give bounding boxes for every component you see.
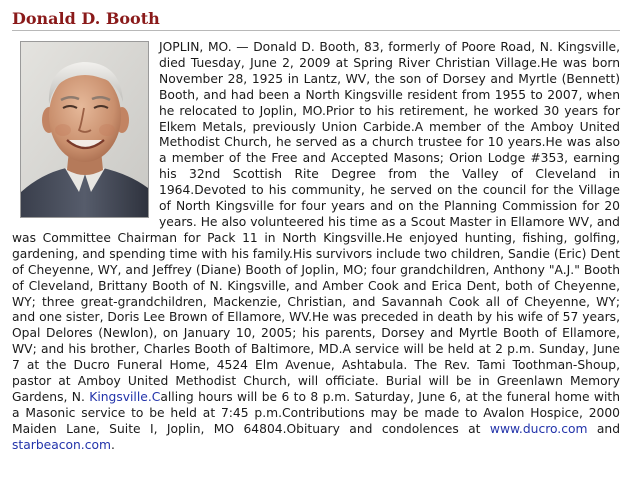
kingsville-link[interactable]: Kingsville.C [89, 389, 161, 404]
ducro-link[interactable]: www.ducro.com [489, 421, 588, 436]
starbeacon-link[interactable]: starbeacon.com [12, 437, 111, 452]
conjunction-text: and [587, 421, 620, 436]
obituary-text-continued: alling hours will be 6 to 8 p.m. Saturday, June 6, at the funeral home with a Masonic service to be held at 7:45 p.m.Contributions may be made to Avalon Hospice, 2000 Maiden Lane, Suite I, Joplin, MO 64804.Obituary and condolences at [12, 389, 620, 436]
portrait-photo [20, 41, 149, 218]
obituary-content [12, 40, 620, 454]
obituary-text: JOPLIN, MO. — Donald D. Booth, 83, formerly of Poore Road, N. Kingsville, died Tuesday, June 2, 2009 at Spring River Christian Village.He was born November 28, 1925 in Lantz, WV, the son of Dorsey and Myrtle (Bennett) Booth, and had been a North Kingsville resident from 1955 to 2007, when he relocated to Joplin, MO.Prior to his retirement, he worked 30 years for Elkem Metals, previously Union Carbide.A member of the Amboy United Methodist Church, he served as a church trustee for 10 years.He was also a member of the Free and Accepted Masons; Orion Lodge #353, earning his 32nd Scottish Rite Degree from the Valley of Cleveland in 1964.Devoted to his community, he served on the council for the Village of North Kingsville for four years and on the Planning Commission for 20 years. He also volunteered his time as a Scout Master in Ellamore WV, and was Committee Chairman for Pack 11 in North Kingsville.He enjoyed hunting, fishing, golfing, gardening, and spending time with his family.His survivors include two children, Sandie (Eric) Dent of Cheyenne, WY, and Jeffrey (Diane) Booth of Joplin, MO; four grandchildren, Anthony "A.J." Booth of Cleveland, Brittany Booth of N. Kingsville, and Amber Cook and Erica Dent, both of Cheyenne, WY; three great-grandchildren, Mackenzie, Christian, and Savannah Cook all of Cheyenne, WY; and one sister, Doris Lee Brown of Ellamore, WV.He was preceded in death by his wife of 57 years, Opal Delores (Newlon), on January 10, 2005; his parents, Dorsey and Myrtle Booth of Ellamore, WV; and his brother, Charles Booth of Baltimore, MD.A service will be held at 2 p.m. Sunday, June 7 at the Ducro Funeral Home, 4524 Elm Avenue, Ashtabula. The Rev. Tami Toothman-Shoup, pastor at Amboy United Methodist Church, will officiate. Burial will be in Greenlawn Memory Gardens, N. [12, 40, 620, 404]
page-title: Donald D. Booth [12, 9, 620, 31]
portrait-image [21, 42, 148, 217]
closing-period: . [110, 437, 115, 452]
